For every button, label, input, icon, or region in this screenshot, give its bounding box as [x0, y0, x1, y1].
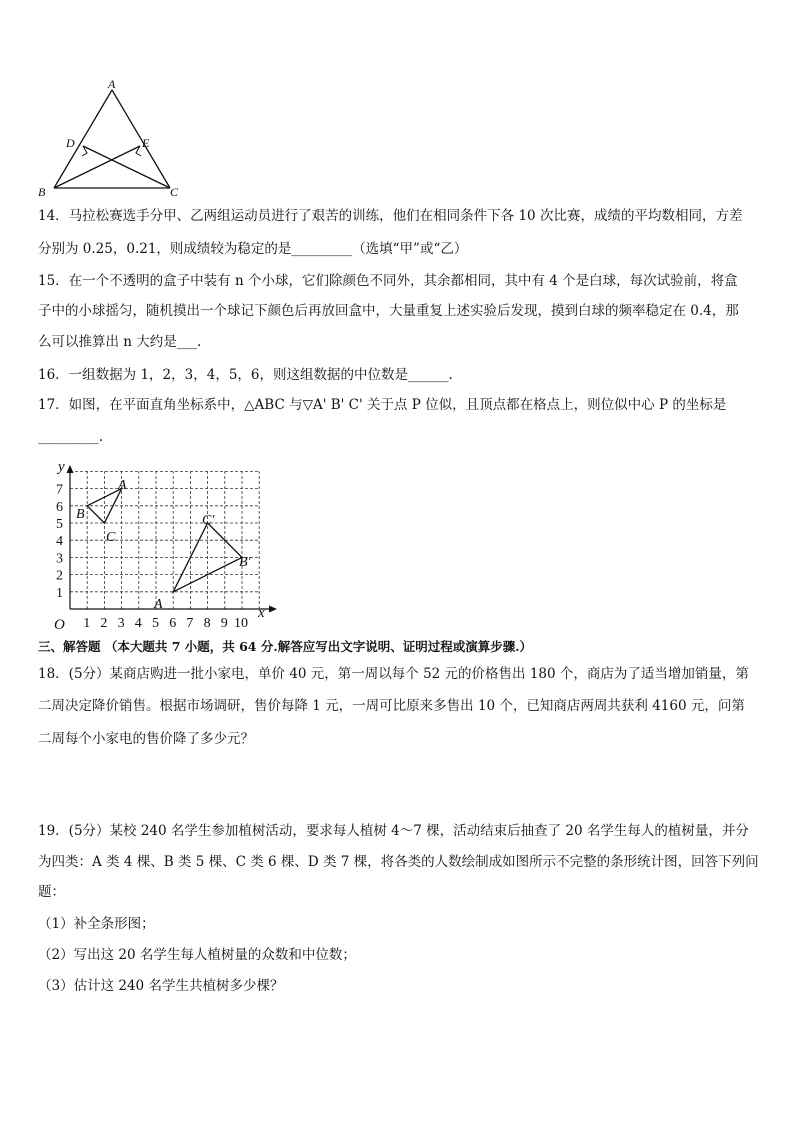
y-tick-label: 3	[56, 551, 63, 567]
q18-line2: 二周决定降价销售。根据市场调研，售价每降 1 元，一周可比原来多售出 10 个，已知商店两周共获利 4160 元，问第	[38, 698, 745, 714]
x-axis-arrow	[269, 606, 277, 613]
q19-line1: 19．(5分）某校 240 名学生参加植树活动，要求每人植树 4～7 棵，活动结束后抽查了 20 名学生每人的植树量，并分	[38, 823, 749, 839]
y-tick-label: 5	[56, 517, 63, 532]
label-d: D	[66, 136, 75, 150]
q17-line1: 17．如图，在平面直角坐标系中，△ABC 与▽A' B' C' 关于点 P 位似，且顶点都在格点上，则位似中心 P 的坐标是	[38, 397, 727, 413]
q15-line3: 么可以推算出 n 大约是___.	[38, 334, 202, 350]
point-b-label: B	[76, 507, 85, 522]
q18-line3: 二周每个小家电的售价降了多少元？	[38, 731, 254, 747]
x-tick-label: 10	[234, 616, 248, 631]
origin-label: O	[54, 617, 65, 633]
x-tick-label: 7	[186, 616, 194, 631]
q14-line1: 14．马拉松赛选手分甲、乙两组运动员进行了艰苦的训练，他们在相同条件下各 10 次比赛，成绩的平均数相同，方差	[38, 208, 743, 224]
x-tick-label: 2	[100, 616, 108, 631]
x-tick-label: 4	[134, 616, 142, 631]
x-axis-label: x	[258, 605, 265, 621]
q16-line1: 16．一组数据为 1，2，3，4，5，6，则这组数据的中位数是______.	[38, 367, 453, 383]
point-a1-label: A	[154, 597, 163, 612]
grid-lines	[70, 471, 259, 609]
y-tick-label: 7	[56, 482, 63, 498]
q17-line2: _________.	[38, 429, 104, 445]
x-tick-label: 6	[169, 616, 177, 631]
label-e: E	[142, 136, 150, 150]
point-c1-label: C′	[202, 513, 215, 528]
y-tick-label: 1	[56, 585, 63, 601]
y-tick-label: 6	[56, 499, 63, 515]
q15-line1: 15．在一个不透明的盒子中装有 n 个小球，它们除颜色不同外，其余都相同，其中有 4 个是白球，每次试验前，将盒	[38, 273, 738, 289]
q19-sub3: （3）估计这 240 名学生共植树多少棵？	[38, 978, 284, 994]
point-b1-label: B′	[239, 555, 251, 570]
point-a-label: A	[118, 478, 127, 493]
q19-sub1: （1）补全条形图；	[38, 916, 155, 932]
q19-sub2: （2）写出这 20 名学生每人植树量的众数和中位数；	[38, 947, 356, 963]
coordinate-grid-figure	[40, 455, 290, 635]
section3-title: 三、解答题 （本大题共 7 小题，共 64 分.解答应写出文字说明、证明过程或演算步骤.）	[38, 639, 533, 654]
x-tick-label: 8	[203, 616, 211, 631]
q14-line2: 分别为 0.25，0.21，则成绩较为稳定的是_________（选填“甲”或“乙）	[38, 241, 468, 257]
point-c-label: C	[106, 530, 116, 545]
label-a: A	[108, 77, 116, 91]
q18-line1: 18．(5分）某商店购进一批小家电，单价 40 元，第一周以每个 52 元的价格售出 180 个，商店为了适当增加销量，第	[38, 666, 749, 682]
y-axis-label: y	[58, 459, 65, 475]
y-tick-label: 2	[56, 568, 63, 584]
q15-line2: 子中的小球摇匀，随机摸出一个球记下颜色后再放回盒中，大量重复上述实验后发现，摸到白球的频率稳定在 0.4，那	[38, 303, 739, 319]
q19-line2: 为四类：A 类 4 棵、B 类 5 棵、C 类 6 棵、D 类 7 棵，将各类的人数绘制成如图所示不完整的条形统计图，回答下列问	[38, 854, 759, 870]
label-c: C	[170, 185, 179, 199]
x-tick-label: 5	[152, 616, 159, 631]
q19-line3: 题：	[38, 884, 65, 900]
label-b: B	[38, 185, 46, 199]
y-axis-arrow	[67, 465, 74, 473]
x-tick-label: 9	[220, 616, 228, 631]
y-tick-label: 4	[56, 534, 63, 550]
x-tick-label: 3	[117, 616, 125, 631]
axes	[67, 465, 278, 613]
triangle-figure	[30, 76, 200, 202]
x-tick-label: 1	[83, 616, 91, 631]
